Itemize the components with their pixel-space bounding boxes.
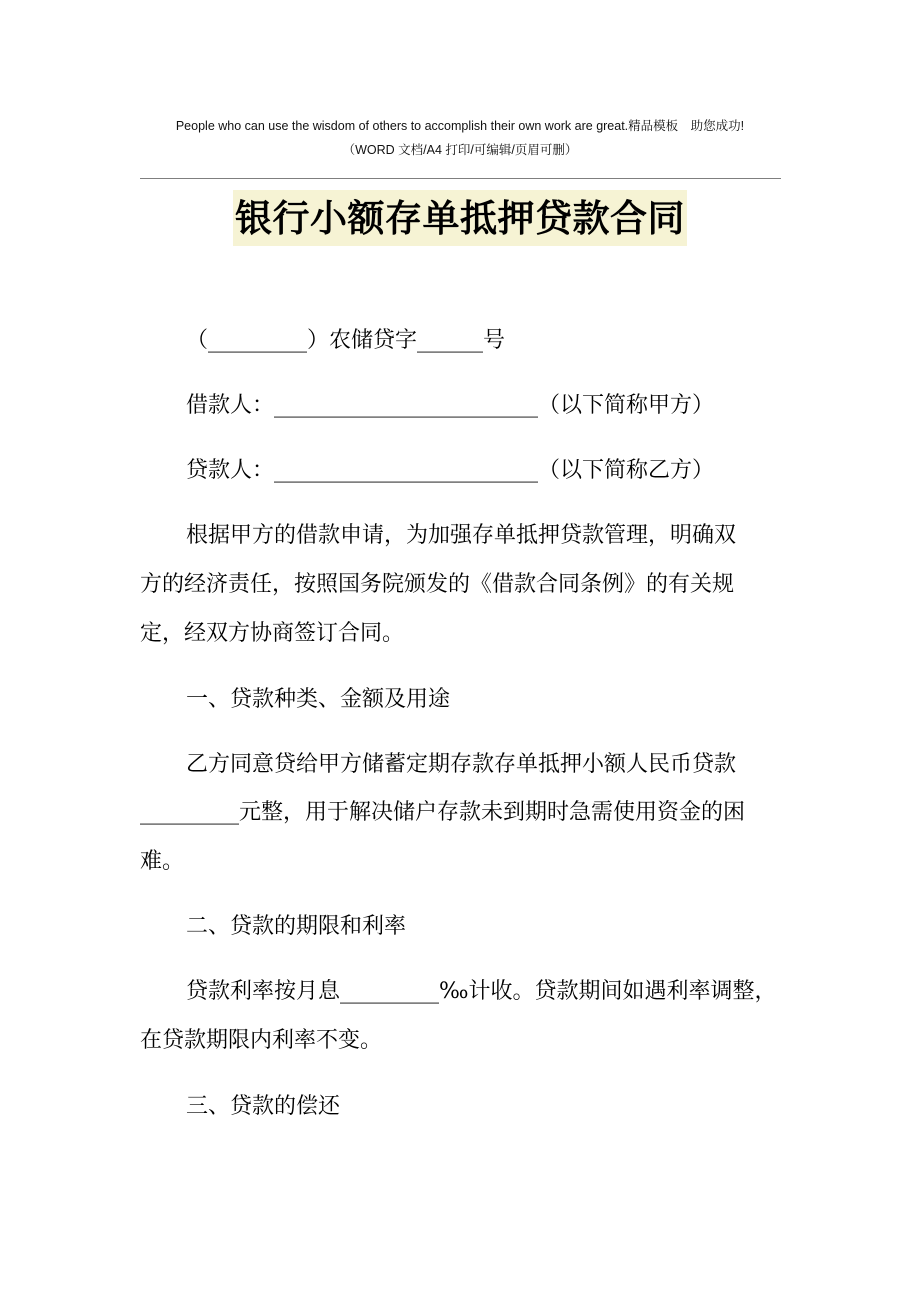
- section-2-heading: 二、贷款的期限和利率: [186, 914, 407, 939]
- section-2-line-1: 贷款利率按月息_________‰计收。贷款期间如遇利率调整，: [186, 979, 777, 1004]
- section-1-line-1: 乙方同意贷给甲方储蓄定期存款存单抵押小额人民币贷款: [186, 752, 737, 777]
- header-note: （WORD 文档/A4 打印/可编辑/页眉可删）: [342, 143, 578, 157]
- preamble-line-1: 根据甲方的借款申请，为加强存单抵押贷款管理，明确双: [186, 523, 737, 548]
- preamble-line-2: 方的经济责任，按照国务院颁发的《借款合同条例》的有关规: [140, 572, 735, 597]
- section-1-heading: 一、贷款种类、金额及用途: [186, 687, 451, 712]
- borrower-line: 借款人：________________________（以下简称甲方）: [186, 393, 715, 418]
- header-divider: [140, 178, 781, 179]
- section-3-heading: 三、贷款的偿还: [186, 1094, 341, 1119]
- title-container: [0, 190, 920, 246]
- document-title: 银行小额存单抵押贷款合同: [233, 190, 687, 246]
- contract-number-line: （_________）农储贷字______号: [186, 328, 506, 353]
- preamble-line-3: 定，经双方协商签订合同。: [140, 621, 405, 646]
- lender-line: 贷款人：________________________（以下简称乙方）: [186, 458, 715, 483]
- section-1-line-3: 难。: [140, 849, 185, 874]
- section-2-line-2: 在贷款期限内利率不变。: [140, 1028, 383, 1053]
- section-1-line-2: _________元整，用于解决储户存款未到期时急需使用资金的困: [140, 800, 746, 825]
- header-motto: People who can use the wisdom of others to accomplish their own work are great.精品模板 助您成功!: [175, 119, 745, 133]
